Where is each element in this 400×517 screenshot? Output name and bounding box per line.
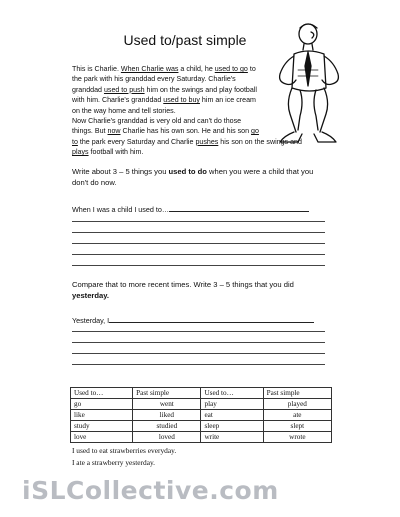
table-cell: played bbox=[263, 399, 331, 410]
writing-line[interactable] bbox=[72, 331, 325, 332]
story-line-5: on the way home and tell stories. bbox=[72, 106, 176, 115]
story-line-7: things. But now Charlie has his own son. He and his son go bbox=[72, 127, 259, 136]
charlie-cartoon-illustration bbox=[270, 20, 348, 150]
example-sentence: I ate a strawberry yesterday. bbox=[72, 458, 156, 467]
story-line-9: plays football with him. bbox=[72, 148, 144, 157]
table-cell: ate bbox=[263, 410, 331, 421]
writing-line[interactable] bbox=[72, 364, 325, 365]
table-cell: sleep bbox=[201, 421, 263, 432]
table-row bbox=[71, 410, 332, 421]
worksheet-title: Used to/past simple bbox=[123, 32, 247, 48]
table-header-row bbox=[71, 388, 332, 399]
table-header-cell: Past simple bbox=[263, 388, 331, 399]
writing-line[interactable] bbox=[72, 342, 325, 343]
table-cell: write bbox=[201, 432, 263, 443]
table-cell: slept bbox=[263, 421, 331, 432]
writing-line[interactable] bbox=[72, 265, 325, 266]
table-cell: wrote bbox=[263, 432, 331, 443]
example-sentence: I used to eat strawberries everyday. bbox=[72, 446, 177, 455]
story-line-1: This is Charlie. When Charlie was a child, he used to go to bbox=[72, 65, 256, 73]
writing-line[interactable] bbox=[72, 254, 325, 255]
writing-blank[interactable] bbox=[169, 204, 309, 212]
table-cell: studied bbox=[133, 421, 201, 432]
verb-forms-table bbox=[70, 387, 332, 443]
table-cell: went bbox=[133, 399, 201, 410]
task-1-lead: When I was a child I used to… bbox=[72, 204, 309, 214]
table-cell: study bbox=[71, 421, 133, 432]
table-header-cell: Used to… bbox=[201, 388, 263, 399]
table-row bbox=[71, 432, 332, 443]
table-header-cell: Past simple bbox=[133, 388, 201, 399]
writing-line[interactable] bbox=[72, 243, 325, 244]
task-2-instruction: Compare that to more recent times. Write 3 – 5 things that you did yesterday. bbox=[72, 280, 294, 300]
site-watermark: iSLCollective.com bbox=[22, 476, 279, 505]
task-1-instruction: Write about 3 – 5 things you used to do when you were a child that you don't do now. bbox=[72, 167, 314, 187]
table-cell: like bbox=[71, 410, 133, 421]
table-row bbox=[71, 421, 332, 432]
story-line-2: the park with his granddad every Saturday. Charlie's bbox=[72, 75, 236, 84]
table-cell: loved bbox=[133, 432, 201, 443]
story-line-3: granddad used to push him on the swings and play football bbox=[72, 85, 257, 94]
story-line-4: with him. Charlie's granddad used to buy him an ice cream bbox=[72, 96, 256, 105]
table-cell: play bbox=[201, 399, 263, 410]
table-cell: love bbox=[71, 432, 133, 443]
table-cell: liked bbox=[133, 410, 201, 421]
task-2-lead: Yesterday, I bbox=[72, 315, 314, 325]
writing-line[interactable] bbox=[72, 232, 325, 233]
writing-line[interactable] bbox=[72, 221, 325, 222]
table-cell: eat bbox=[201, 410, 263, 421]
table-row bbox=[71, 399, 332, 410]
story-line-8: to the park every Saturday and Charlie pushes his son on the swings and bbox=[72, 137, 302, 146]
table-header-cell: Used to… bbox=[71, 388, 133, 399]
story-line-6: Now Charlie's granddad is very old and can't do those bbox=[72, 117, 242, 126]
table-cell: go bbox=[71, 399, 133, 410]
writing-blank[interactable] bbox=[109, 315, 314, 323]
writing-line[interactable] bbox=[72, 353, 325, 354]
